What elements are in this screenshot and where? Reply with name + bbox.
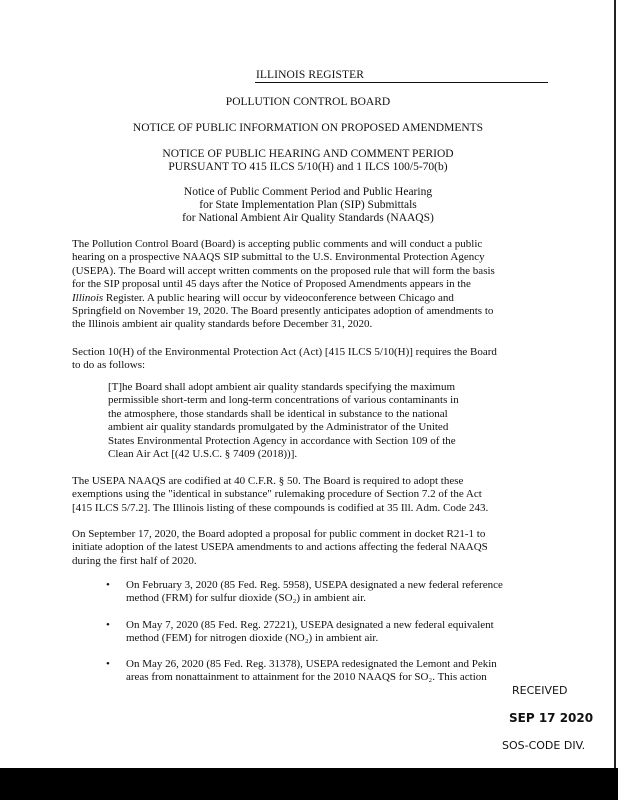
register-title: ILLINOIS REGISTER — [256, 69, 365, 81]
received-stamp: RECEIVED — [512, 684, 568, 697]
header-rule — [255, 82, 548, 83]
text-line: for the SIP proposal until 45 days after the Notice of Proposed Amendments appears in the — [72, 278, 471, 291]
text-line: (USEPA). The Board will accept written comments on the proposed rule that will form the basis — [72, 264, 495, 277]
paragraph-intro — [72, 238, 544, 332]
subtitle-line1: Notice of Public Comment Period and Public Hearing — [183, 186, 433, 198]
text-line: method (FEM) for nitrogen dioxide (NO₂) in ambient air. — [126, 632, 379, 645]
paragraph-proposal — [72, 528, 544, 568]
text-line: the Illinois ambient air quality standards before December 31, 2020. — [72, 318, 373, 331]
text-line: On May 26, 2020 (85 Fed. Reg. 31378), USEPA redesignated the Lemont and Pekin — [126, 658, 497, 670]
bullet-dot: • — [106, 579, 110, 591]
text-line: initiate adoption of the latest USEPA amendments to and actions affecting the federal NAAQS — [72, 541, 488, 554]
text-line — [72, 292, 544, 305]
board-name: POLLUTION CONTROL BOARD — [225, 96, 391, 108]
text-line: the atmosphere, those standards shall be identical in substance to the national — [108, 407, 448, 420]
register-header — [255, 69, 545, 81]
text-line: Springfield on November 19, 2020. The Board presently anticipates adoption of amendments to — [72, 305, 494, 318]
division-stamp: SOS-CODE DIV. — [502, 739, 586, 752]
text-line: Section 10(H) of the Environmental Protection Act (Act) [415 ILCS 5/10(H)] requires the Board — [72, 346, 497, 358]
subtitle-line2: for State Implementation Plan (SIP) Submittals — [199, 199, 417, 211]
bullet-dot: • — [106, 619, 110, 631]
paragraph-codification — [72, 475, 544, 515]
text-line: The USEPA NAAQS are codified at 40 C.F.R. § 50. The Board is required to adopt these — [72, 475, 464, 487]
text-line: On February 3, 2020 (85 Fed. Reg. 5958), USEPA designated a new federal reference — [126, 579, 503, 591]
text-line: method (FRM) for sulfur dioxide (SO₂) in ambient air. — [126, 592, 366, 605]
text-line: States Environmental Protection Agency in accordance with Section 109 of the — [108, 434, 456, 447]
text-line: during the first half of 2020. — [72, 554, 197, 567]
hearing-title-line1: NOTICE OF PUBLIC HEARING AND COMMENT PERIOD — [162, 148, 454, 160]
subtitle-line3: for National Ambient Air Quality Standards (NAAQS) — [182, 212, 434, 224]
text-line: hearing on a prospective NAAQS SIP submittal to the U.S. Environmental Protection Agency — [72, 251, 485, 264]
hearing-title-line2: PURSUANT TO 415 ILCS 5/10(H) and 1 ILCS 100/5-70(b) — [168, 161, 448, 173]
text-line: On May 7, 2020 (85 Fed. Reg. 27221), USEPA designated a new federal equivalent — [126, 619, 494, 631]
scan-edge-bottom — [0, 768, 618, 800]
statutory-quote — [108, 381, 508, 461]
bullet-dot: • — [106, 658, 110, 670]
text-line: The Pollution Control Board (Board) is accepting public comments and will conduct a public — [72, 238, 483, 250]
text-line: to do as follows: — [72, 359, 146, 372]
text-line: [T]he Board shall adopt ambient air quality standards specifying the maximum — [108, 381, 456, 393]
text-line: areas from nonattainment to attainment for the 2010 NAAQS for SO₂. This action — [126, 671, 487, 684]
notice-title: NOTICE OF PUBLIC INFORMATION ON PROPOSED AMENDMENTS — [132, 122, 484, 134]
text-line: On September 17, 2020, the Board adopted a proposal for public comment in docket R21-1 to — [72, 528, 486, 540]
paragraph-section-10h — [72, 346, 544, 373]
text-line: ambient air quality standards promulgated by the Administrator of the United — [108, 421, 449, 434]
text-line: Clean Air Act [(42 U.S.C. § 7409 (2018))]. — [108, 448, 298, 461]
text-line: permissible short-term and long-term concentrations of various contaminants in — [108, 394, 459, 407]
italic-illinois: Illinois — [72, 291, 104, 304]
scan-edge-right — [614, 0, 616, 768]
text-line: exemptions using the "identical in substance" rulemaking procedure of Section 7.2 of the Act — [72, 488, 482, 501]
text-span: Register. A public hearing will occur by videoconference between Chicago and — [105, 291, 454, 304]
received-date-stamp: SEP 17 2020 — [509, 711, 594, 725]
text-line: [415 ILCS 5/7.2]. The Illinois listing of these compounds is codified at 35 Ill. Adm. Code 243. — [72, 501, 489, 514]
